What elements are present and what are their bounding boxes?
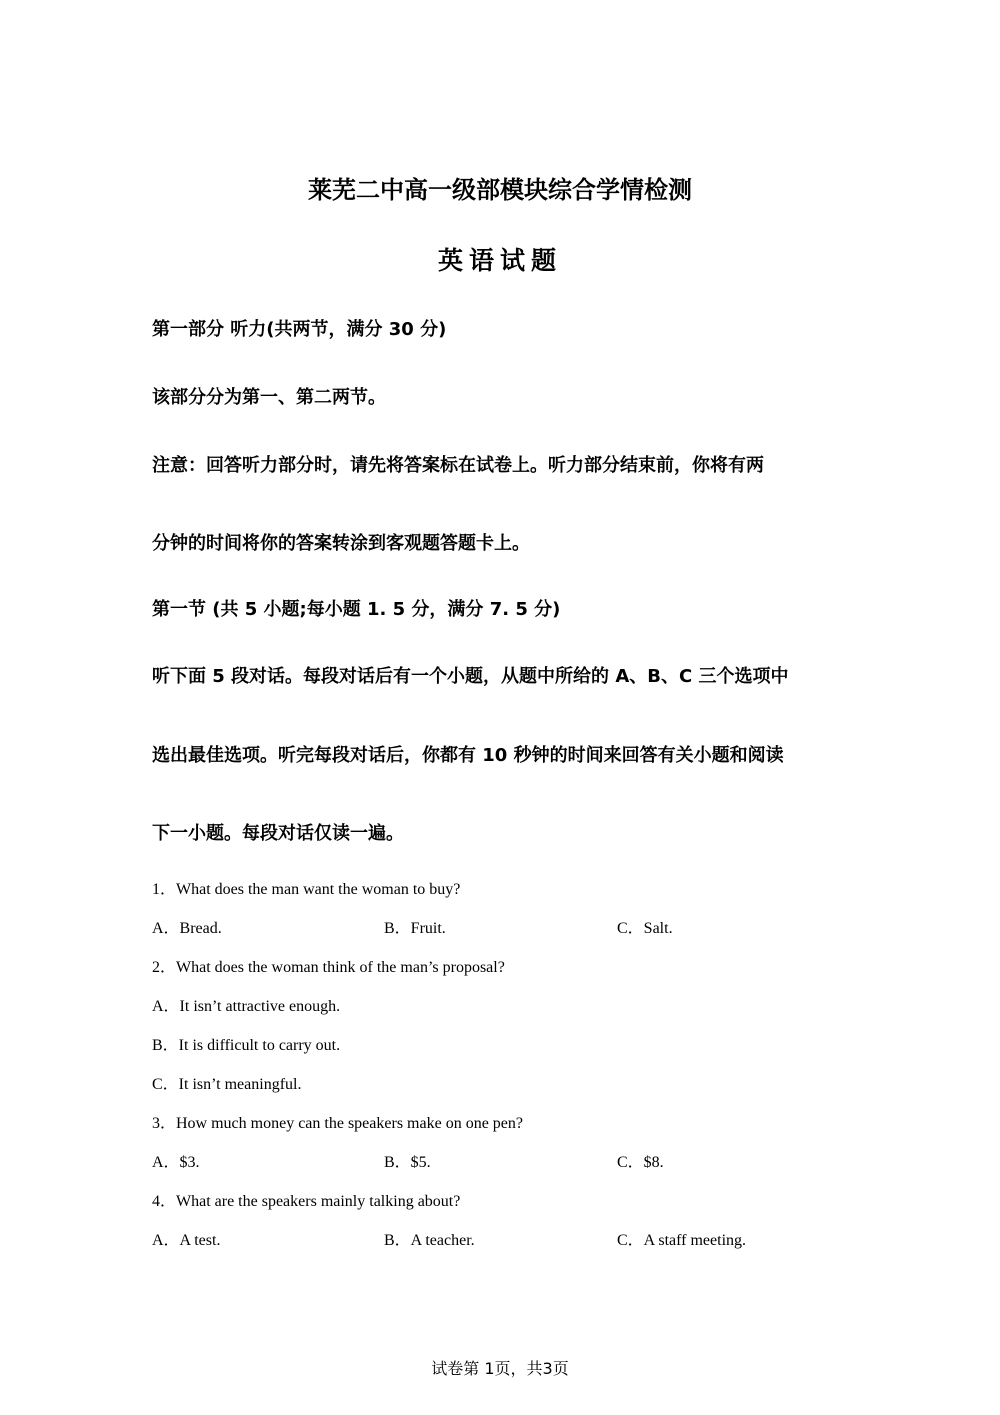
question-3-option-a: A．$3. — [152, 1154, 200, 1171]
part1-intro: 该部分分为第一、第二两节。 — [152, 387, 386, 408]
question-2-option-c: C．It isn’t meaningful. — [152, 1076, 302, 1093]
page-footer: 试卷第 1页，共3页 — [431, 1359, 569, 1378]
question-3-option-b: B．$5. — [384, 1154, 431, 1171]
instructions-line-1: 听下面 5 段对话。每段对话后有一个小题，从题中所给的 A、B、C 三个选项中 — [152, 666, 789, 687]
exam-title: 莱芜二中高一级部模块综合学情检测 — [308, 176, 692, 204]
instructions-line-3: 下一小题。每段对话仅读一遍。 — [152, 823, 404, 844]
question-4-option-a: A．A test. — [152, 1232, 221, 1249]
subject-title: 英语试题 — [437, 246, 562, 275]
question-1-option-c: C．Salt. — [617, 920, 673, 937]
question-2-option-b: B．It is difficult to carry out. — [152, 1037, 341, 1054]
instructions-line-2: 选出最佳选项。听完每段对话后，你都有 10 秒钟的时间来回答有关小题和阅读 — [152, 745, 784, 766]
question-1-stem: 1．What does the man want the woman to buy? — [152, 881, 461, 898]
part1-heading: 第一部分 听力(共两节，满分 30 分) — [152, 319, 447, 340]
section1-heading: 第一节 (共 5 小题;每小题 1. 5 分，满分 7. 5 分) — [152, 599, 561, 620]
question-2-stem: 2．What does the woman think of the man’s proposal? — [152, 959, 505, 976]
question-3-option-c: C．$8. — [617, 1154, 664, 1171]
question-2-option-a: A．It isn’t attractive enough. — [152, 998, 341, 1015]
notice-line-2: 分钟的时间将你的答案转涂到客观题答题卡上。 — [152, 533, 530, 554]
question-4-stem: 4．What are the speakers mainly talking about? — [152, 1193, 461, 1210]
question-4-option-c: C．A staff meeting. — [617, 1232, 747, 1249]
notice-line-1: 注意：回答听力部分时，请先将答案标在试卷上。听力部分结束前，你将有两 — [152, 455, 764, 476]
question-3-stem: 3．How much money can the speakers make on one pen? — [152, 1115, 523, 1132]
question-1-option-b: B．Fruit. — [384, 920, 446, 937]
question-1-option-a: A．Bread. — [152, 920, 222, 937]
question-4-option-b: B．A teacher. — [384, 1232, 475, 1249]
